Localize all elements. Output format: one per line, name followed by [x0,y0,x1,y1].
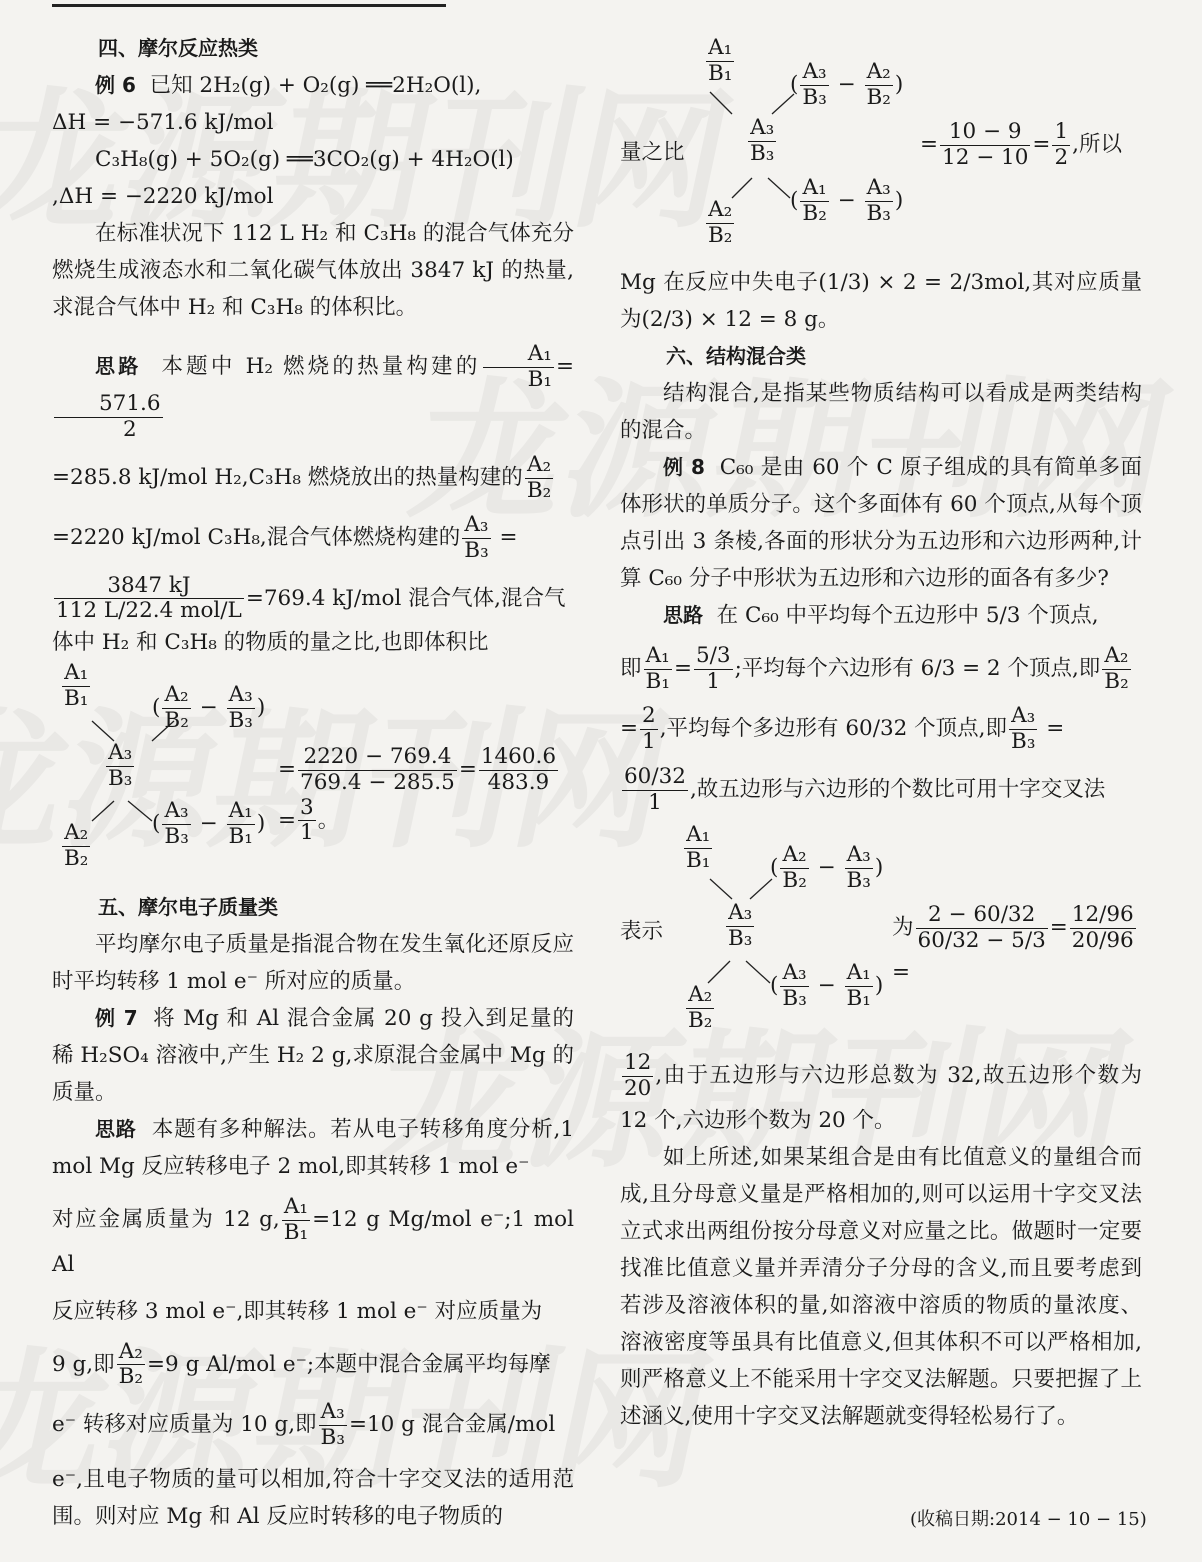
solution-1-a: 思路 本题中 H₂ 燃烧的热量构建的 $\frac{\text{A₁}}{\text{B₁}}$ = $\frac{571.6}{2}$ [52,342,574,443]
solution-2-c: 反应转移 3 mol e⁻,即其转移 1 mol e⁻ 对应质量为 [52,1298,543,1324]
section-heading-4: 四、摩尔反应热类 [98,36,258,60]
solution-1-c: =2220 kJ/mol C₃H₈,混合气体燃烧构建的 $\frac{\text{A₃}}{\text{B₃}}$ = [52,512,518,564]
solution-1-b: =285.8 kJ/mol H₂,C₃H₈ 燃烧放出的热量构建的 $\frac{\text{A₂}}{\text{B₂}}$ [52,451,552,503]
cross1-a2b2: $\frac{\text{A₂}}{\text{B₂}}$ [64,820,89,871]
cross-diagram-3: $\frac{\text{A₁}}{\text{B₁}}$ ( $\frac{\text{A₂}}{\text{B₂}}$ − $\frac{\text{A₃}}{\text{B₃}}$ ) 表示 $\frac{\text{A₃}}{\text{B₃}}$ $\frac{\text{A₂}}{\text{B₂}}$ ( $\frac{\text{A₃}}{\text{B₃}}$ − $\frac{\text{A₁}}{\text{B₁}}$ ) 为 $\frac{2 - 60/32}{60/32 - 5/3}$ = $\frac{12/96}{20/96}$ = [620,815,1142,1051]
fraction-a1-b1: $\frac{\text{A₁}}{\text{B₁}}$ [483,342,554,392]
section-6-intro: 结构混合,是指某些物质结构可以看成是两类结构的混合。 [620,381,1142,443]
fraction-3847: $\frac{3847 kJ}{\text{112 L/22.4 mol/L}}$ [56,572,242,624]
fraction-5716-2: $\frac{571.6}{2}$ [54,392,163,442]
cross1-a1b1: $\frac{\text{A₁}}{\text{B₁}}$ [64,660,89,711]
section-5-intro: 平均摩尔电子质量是指混合物在发生氧化还原反应时平均转移 1 mol e⁻ 所对应的质量。 [52,932,574,995]
solution-2-f: e⁻,且电子物质的量可以相加,符合十字交叉法的适用范围。则对应 Mg 和 Al 反应时转移的电子物质的 [52,1466,574,1529]
solution-3-a: 思路 在 C₆₀ 中平均每个五边形中 5/3 个顶点, [663,603,1099,628]
left-column [52,30,574,1535]
section-heading-6: 六、结构混合类 [666,344,806,368]
solution-3-b: 即 $\frac{\text{A₁}}{\text{B₁}}$ = $\frac{5/3}{1}$ ;平均每个六边形有 6/3 = 2 个顶点,即 $\frac{\text{A₂}}{\text{B₂}}$ [620,643,1129,694]
fraction-a2-b2: $\frac{\text{A₂}}{\text{B₂}}$ [526,451,552,503]
solution-1-d: $\frac{3847 kJ}{\text{112 L/22.4 mol/L}}$ =769.4 kJ/mol 混合气体,混合气 [56,572,566,624]
solution-3-d: $\frac{60/32}{1}$ ,故五边形与六边形的个数比可用十字交叉法 [624,763,1106,815]
solution-2-d: 9 g,即 $\frac{\text{A₂}}{\text{B₂}}$ =9 g Al/mol e⁻;本题中混合金属平均每摩 [52,1338,551,1390]
solution-3-c: = $\frac{2}{1}$ ,平均每个多边形有 60/32 个顶点,即 $\frac{\text{A₃}}{\text{B₃}}$ = [620,703,1065,755]
cross1-top-right: ( $\frac{\text{A₂}}{\text{B₂}}$ − $\frac{\text{A₃}}{\text{B₃}}$ ) [152,682,266,733]
example-6-question: 在标准状况下 112 L H₂ 和 C₃H₈ 的混合气体充分燃烧生成液态水和二氧化碳气体放出 3847 kJ 的热量,求混合气体中 H₂ 和 C₃H₈ 的体积比。 [52,221,574,320]
cross1-result: = $\frac{2220 - 769.4}{769.4 - 285.5}$ = $\frac{1460.6}{483.9}$ = $\frac{3}{1}$ 。 [278,744,557,846]
fraction-a3-b3: $\frac{\text{A₃}}{\text{B₃}}$ [464,512,489,564]
solution-2-b: 对应金属质量为 12 g, $\frac{\text{A₁}}{\text{B₁}}$ =12 g Mg/mol e⁻;1 mol Al [52,1194,574,1277]
example-6-line2: ΔH = −571.6 kJ/mol [52,110,274,135]
conclusion: 如上所述,如果某组合是由有比值意义的量组合而成,且分母意义量是严格相加的,则可以运用十字交叉法立式求出两组份按分母意义对应量之比。做题时一定要找准比值意义量并弄清分子分母的含义,而且要考虑到若涉及溶液体积的量,如溶液中溶质的物质的量浓度、溶液密度等虽具有比值意义,但其体积不可以严格相加,则严格意义上不能采用十字交叉法解题。只要把握了上述涵义,使用十字交叉法解题就变得轻松易行了。 [620,1144,1142,1429]
solution-1-e: 体中 H₂ 和 C₃H₈ 的物质的量之比,也即体积比 [52,630,489,656]
cross3-result: 为 $\frac{2 - 60/32}{60/32 - 5/3}$ = $\frac{12/96}{20/96}$ = [892,902,1134,985]
example-7: 例 7 将 Mg 和 Al 混合金属 20 g 投入到足量的稀 H₂SO₄ 溶液中,产生 H₂ 2 g,求原混合金属中 Mg 的质量。 [52,1006,574,1106]
cross-diagram-1 [52,661,574,889]
mg-result: Mg 在反应中失电子(1/3) × 2 = 2/3mol,其对应质量为(2/3) × 12 = 8 g。 [620,270,1142,332]
solution-2-e: e⁻ 转移对应质量为 10 g,即 $\frac{\text{A₃}}{\text{B₃}}$ =10 g 混合金属/mol [52,1399,556,1450]
cross1-center: $\frac{\text{A₃}}{\text{B₃}}$ [108,740,133,791]
solution-3-e: $\frac{12}{20}$ ,由于五边形与六边形总数为 32,故五边形个数为 12 个,六边形个数为 20 个。 [620,1050,1142,1133]
header-rule [52,4,446,7]
cross-diagram-2: $\frac{\text{A₁}}{\text{B₁}}$ ( $\frac{\text{A₃}}{\text{B₃}}$ − $\frac{\text{A₂}}{\text{B₂}}$ ) 量之比 $\frac{\text{A₃}}{\text{B₃}}$ $\frac{\text{A₂}}{\text{B₂}}$ ( $\frac{\text{A₁}}{\text{B₂}}$ − $\frac{\text{A₃}}{\text{B₃}}$ ) = $\frac{10 - 9}{12 - 10}$ = $\frac{1}{2}$ ,所以 [620,36,1142,264]
example-6-line1: 例 6 已知 2H₂(g) + O₂(g) ══2H₂O(l), [95,73,482,98]
solution-2-a: 思路 本题有多种解法。若从电子转移角度分析,1 mol Mg 反应转移电子 2 mol,即其转移 1 mol e⁻ [52,1117,575,1180]
example-6-line3: C₃H₈(g) + 5O₂(g) ══3CO₂(g) + 4H₂O(l) [95,147,514,172]
cross2-result: = $\frac{10 - 9}{12 - 10}$ = $\frac{1}{2}$ ,所以 [920,119,1122,170]
right-column [620,36,1142,1435]
received-date: (收稿日期:2014 − 10 − 15) [910,1509,1147,1530]
cross1-bottom-right: ( $\frac{\text{A₃}}{\text{B₃}}$ − $\frac{\text{A₁}}{\text{B₁}}$ ) [152,798,266,849]
example-6-line4: ,ΔH = −2220 kJ/mol [52,184,274,209]
section-heading-5: 五、摩尔电子质量类 [98,895,278,920]
example-8: 例 8 C₆₀ 是由 60 个 C 原子组成的具有简单多面体形状的单质分子。这个多面体有 60 个顶点,从每个顶点引出 3 条棱,各面的形状分为五边形和六边形两种,计算 C₆₀ 分子中形状为五边形和六边形的面各有多少? [620,455,1142,591]
